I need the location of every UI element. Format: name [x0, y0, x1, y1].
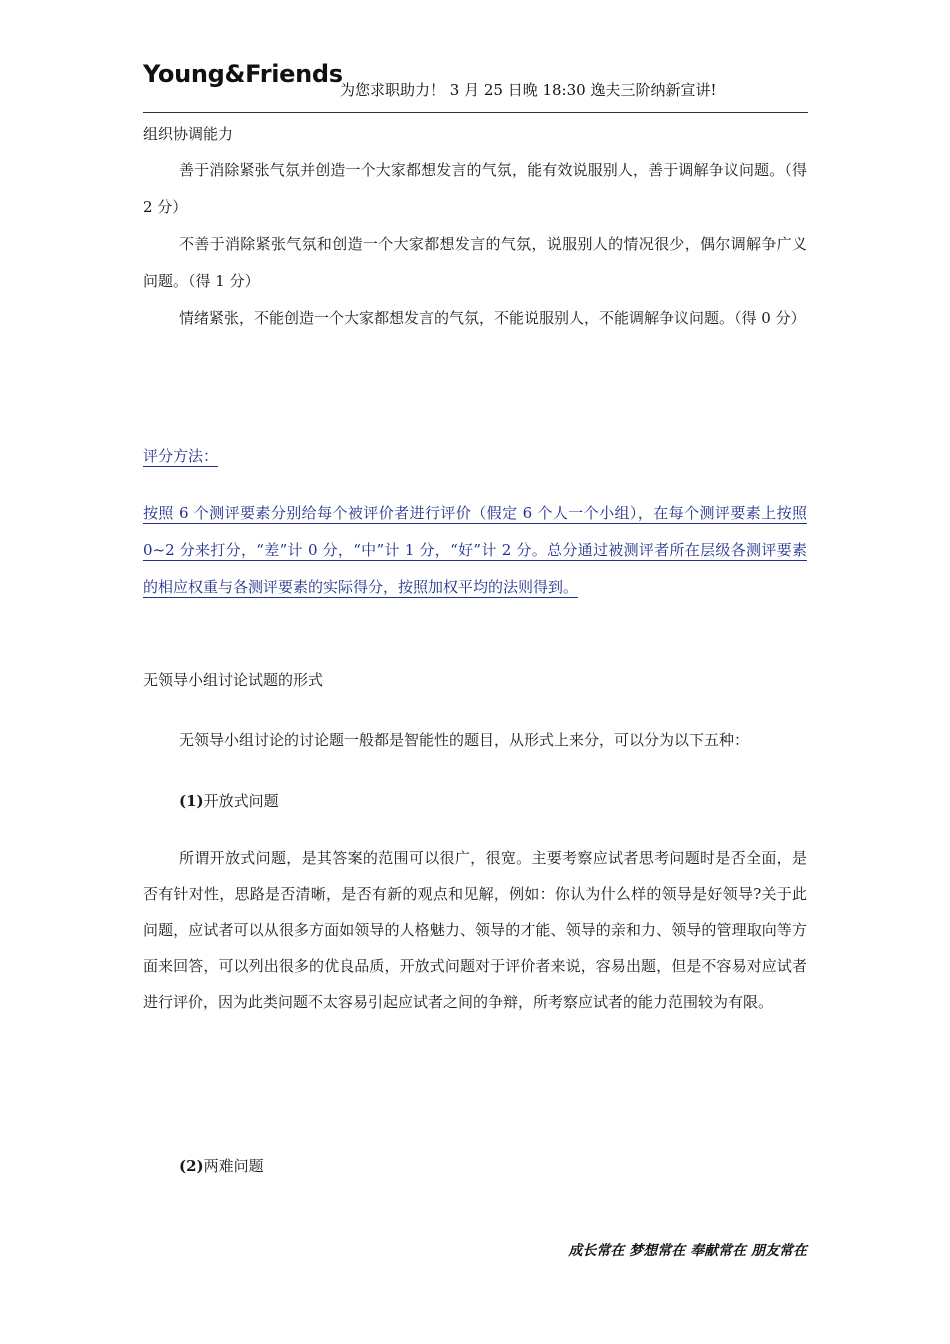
open-question-text: 所谓开放式问题，是其答案的范围可以很广，很宽。主要考察应试者思考问题时是否全面，是否有针对性，思路是否清晰，是否有新的观点和见解，例如：你认为什么样的领导是好领导?关于此问题，应试者可以从很多方面如领导的人格魅力、领导的才能、领导的亲和力、领导的管理取向等方面来回答，可以列出很多的优良品质，开放式问题对于评价者来说，容易出题，但是不容易对应试者进行评价，因为此类问题不太容易引起应试者之间的争辩，所考察应试者的能力范围较为有限。 [143, 849, 807, 1011]
dilemma-question-number: (2) [179, 1157, 204, 1175]
header-divider [143, 112, 808, 113]
scoring-method-heading[interactable]: 评分方法： [143, 447, 219, 465]
open-question-label: 开放式问题 [203, 792, 279, 810]
forms-intro [143, 730, 807, 750]
footer-motto: 成长常在 梦想常在 奉献常在 朋友常在 [568, 1243, 807, 1259]
coordination-item-0pts: 情绪紧张，不能创造一个大家都想发言的气氛，不能说服别人，不能调解争议问题。（得 0 分） [179, 309, 806, 327]
open-question-number: (1) [179, 792, 204, 810]
coordination-item-1pt: 不善于消除紧张气氛和创造一个大家都想发言的气氛，说服别人的情况很少，偶尔调解争广义问题。（得 1 分） [143, 235, 807, 290]
coordination-level-0 [143, 300, 807, 337]
coordination-item-2pts: 善于消除紧张气氛并创造一个大家都想发言的气氛，能有效说服别人，善于调解争议问题。（得 2 分） [143, 161, 807, 216]
brand-logo-text: Young&Friends [143, 60, 343, 88]
open-question-body [143, 840, 807, 1020]
forms-heading: 无领导小组讨论试题的形式 [143, 671, 324, 689]
open-question-title [179, 790, 279, 811]
dilemma-question-label: 两难问题 [203, 1157, 264, 1175]
forms-intro-text: 无领导小组讨论的讨论题一般都是智能性的题目，从形式上来分，可以分为以下五种： [179, 731, 750, 749]
scoring-method-text[interactable]: 按照 6 个测评要素分别给每个被评价者进行评价（假定 6 个人一个小组），在每个测评要素上按照 0~2 分来打分，“差”计 0 分，“中”计 1 分，“好”计 2 分。总分通过被测评者所在层级各测评要素的相应权重与各测评要素的实际得分，按照加权平均的法则得到。 [143, 504, 807, 596]
coordination-level-2 [143, 152, 807, 226]
scoring-method-body[interactable] [143, 495, 807, 606]
coordination-level-1 [143, 226, 807, 300]
dilemma-question-title [179, 1155, 264, 1176]
section-heading-coordination: 组织协调能力 [143, 125, 234, 143]
header-tagline: 为您求职助力！ 3 月 25 日晚 18:30 逸夫三阶纳新宣讲! [340, 81, 717, 99]
